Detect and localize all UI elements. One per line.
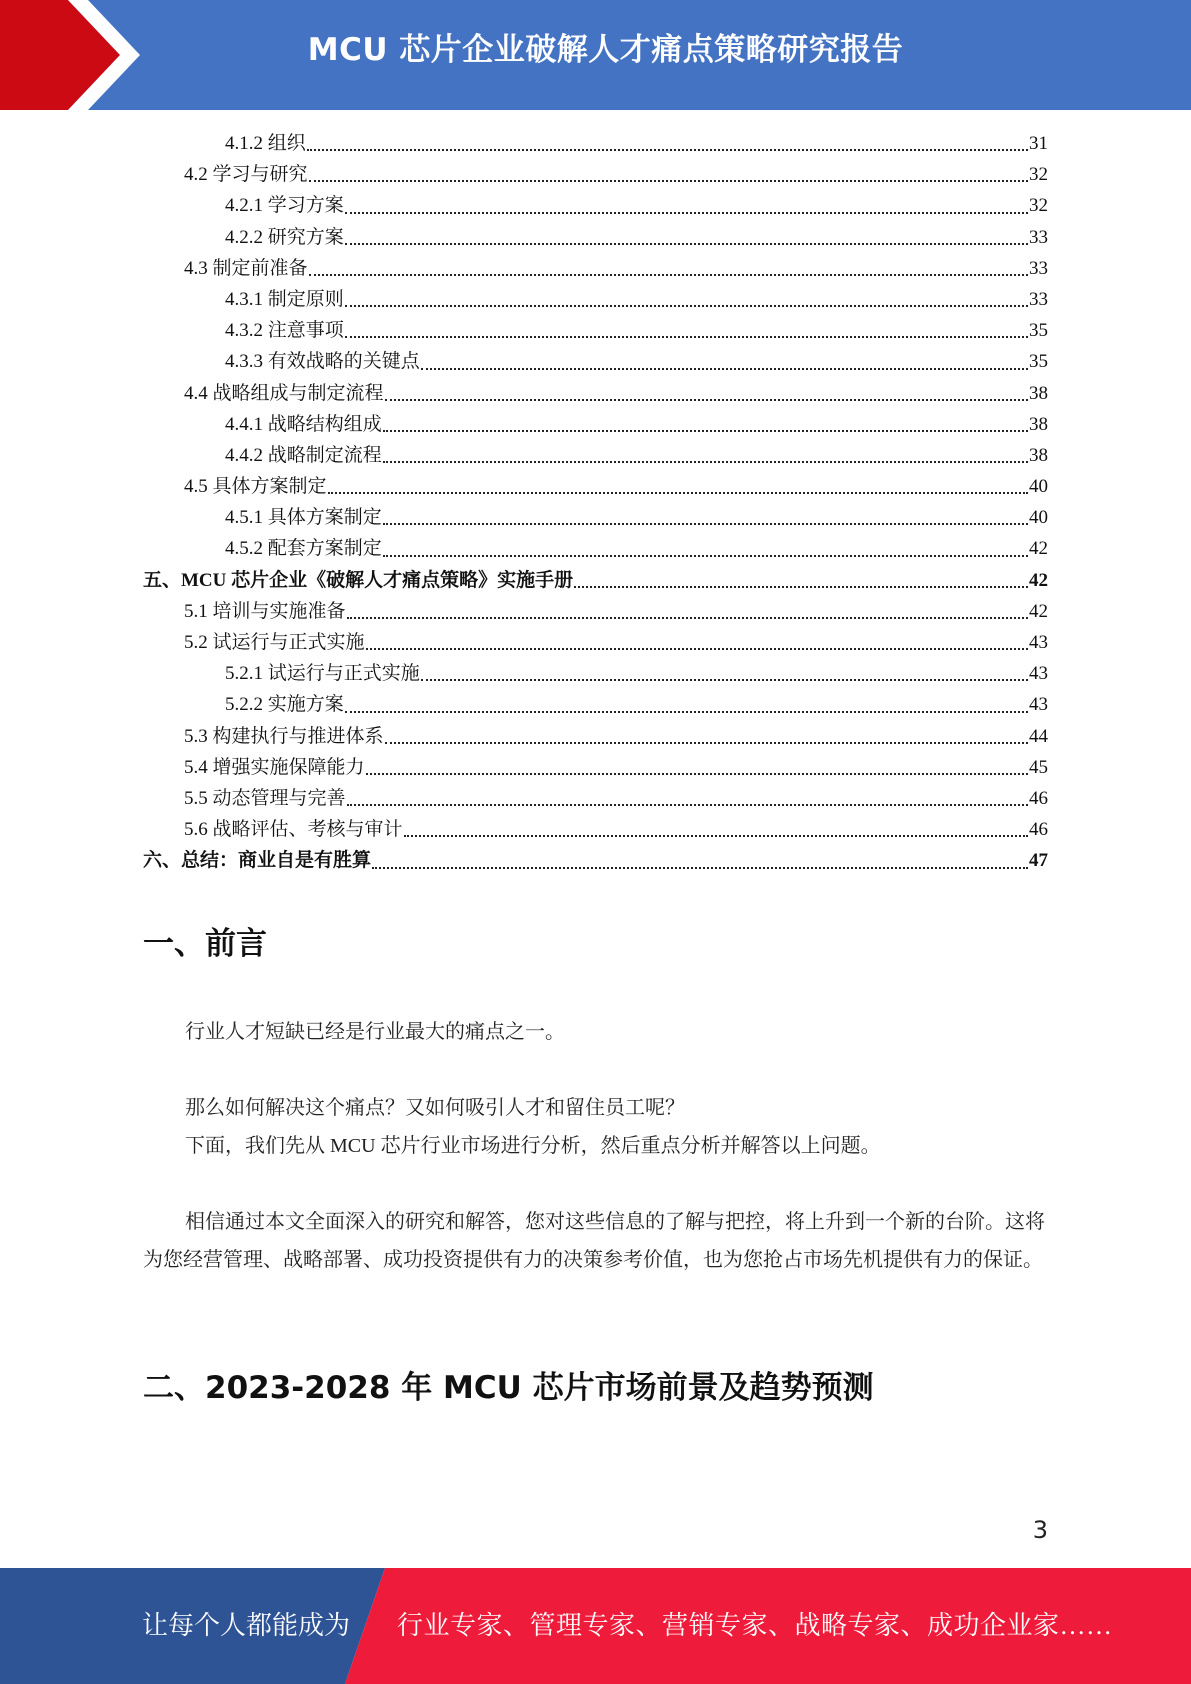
toc-entry[interactable] (143, 752, 1048, 783)
toc-entry[interactable] (143, 440, 1048, 471)
toc-dot-leader (383, 461, 1028, 463)
toc-entry-title: 4.5 具体方案制定 (184, 476, 327, 498)
toc-entry-title: 4.2 学习与研究 (184, 164, 308, 186)
toc-entry-title: 4.3.2 注意事项 (225, 320, 344, 342)
toc-entry-page: 44 (1029, 725, 1048, 747)
toc-entry[interactable] (143, 471, 1048, 502)
page-footer (0, 1568, 1191, 1684)
toc-entry-page: 43 (1029, 663, 1048, 685)
toc-dot-leader (345, 243, 1028, 245)
toc-entry-title: 4.1.2 组织 (225, 133, 306, 154)
toc-dot-leader (347, 804, 1028, 806)
toc-entry-title: 5.4 增强实施保障能力 (184, 756, 365, 778)
toc-entry-page: 38 (1029, 413, 1048, 435)
toc-dot-leader (309, 274, 1028, 276)
toc-entry-title: 六、总结：商业自是有胜算 (143, 850, 372, 872)
toc-entry[interactable] (143, 128, 1048, 159)
toc-entry[interactable] (143, 658, 1048, 689)
toc-entry[interactable] (143, 627, 1048, 658)
toc-dot-leader (385, 399, 1028, 401)
toc-entry[interactable] (143, 565, 1048, 596)
toc-entry-title: 5.6 战略评估、考核与审计 (184, 819, 403, 841)
toc-entry-page: 45 (1029, 756, 1048, 778)
toc-entry-page: 33 (1029, 288, 1048, 310)
toc-entry-page: 46 (1029, 819, 1048, 841)
toc-dot-leader (404, 835, 1028, 837)
page-number: 3 (1032, 1516, 1048, 1544)
toc-entry-title: 4.2.1 学习方案 (225, 195, 344, 217)
toc-entry-page: 42 (1029, 600, 1048, 622)
toc-entry-page: 38 (1029, 444, 1048, 466)
toc-entry-title: 4.5.2 配套方案制定 (225, 538, 382, 560)
toc-dot-leader (372, 867, 1028, 869)
toc-entry-page: 35 (1029, 320, 1048, 342)
toc-entry-page: 43 (1029, 632, 1048, 653)
section-heading-preface: 一、前言 (143, 926, 267, 962)
paragraph: 下面，我们先从 MCU 芯片行业市场进行分析，然后重点分析并解答以上问题。 (185, 1135, 881, 1157)
toc-entry-page: 43 (1029, 694, 1048, 716)
table-of-contents (143, 128, 1048, 877)
toc-entry[interactable] (143, 315, 1048, 346)
toc-entry-title: 5.2.2 实施方案 (225, 694, 344, 716)
toc-entry[interactable] (143, 378, 1048, 409)
toc-dot-leader (309, 180, 1028, 182)
toc-dot-leader (574, 586, 1028, 588)
toc-entry-page: 33 (1029, 226, 1048, 248)
toc-entry[interactable] (143, 845, 1048, 876)
section-heading-market-forecast: 二、2023-2028 年 MCU 芯片市场前景及趋势预测 (143, 1370, 874, 1406)
toc-entry-page: 42 (1029, 538, 1048, 560)
toc-dot-leader (345, 711, 1028, 713)
toc-dot-leader (347, 617, 1028, 619)
toc-entry-title: 4.3.3 有效战略的关键点 (225, 351, 420, 373)
toc-entry-title: 4.3 制定前准备 (184, 257, 308, 279)
toc-dot-leader (366, 773, 1028, 775)
toc-entry[interactable] (143, 596, 1048, 627)
report-title: MCU 芯片企业破解人才痛点策略研究报告 (307, 32, 904, 68)
toc-dot-leader (421, 368, 1028, 370)
footer-slogan-left: 让每个人都能成为 (142, 1611, 351, 1640)
toc-entry-title: 4.4.2 战略制定流程 (225, 444, 382, 466)
toc-entry-page: 33 (1029, 257, 1048, 279)
toc-dot-leader (383, 555, 1028, 557)
toc-entry-page: 47 (1029, 850, 1048, 872)
toc-entry-title: 4.3.1 制定原则 (225, 288, 344, 310)
toc-entry-title: 4.4.1 战略结构组成 (225, 413, 382, 435)
toc-dot-leader (421, 679, 1028, 681)
toc-entry[interactable] (143, 159, 1048, 190)
toc-dot-leader (307, 149, 1028, 151)
toc-dot-leader (345, 336, 1028, 338)
toc-dot-leader (328, 492, 1028, 494)
toc-entry[interactable] (143, 253, 1048, 284)
toc-entry-page: 32 (1029, 195, 1048, 217)
toc-entry-page: 42 (1029, 569, 1048, 591)
toc-dot-leader (383, 430, 1028, 432)
toc-dot-leader (345, 212, 1028, 214)
toc-entry-title: 5.2 试运行与正式实施 (184, 632, 365, 653)
toc-entry-page: 46 (1029, 787, 1048, 809)
toc-entry[interactable] (143, 533, 1048, 564)
toc-entry-title: 4.4 战略组成与制定流程 (184, 382, 384, 404)
toc-entry-title: 5.5 动态管理与完善 (184, 787, 346, 809)
toc-entry-page: 31 (1029, 133, 1048, 154)
toc-entry-title: 5.1 培训与实施准备 (184, 600, 346, 622)
toc-entry[interactable] (143, 409, 1048, 440)
toc-entry-page: 38 (1029, 382, 1048, 404)
toc-entry[interactable] (143, 689, 1048, 720)
toc-entry[interactable] (143, 783, 1048, 814)
paragraph: 那么如何解决这个痛点？又如何吸引人才和留住员工呢？ (185, 1097, 685, 1119)
toc-entry[interactable] (143, 346, 1048, 377)
toc-entry-title: 五、MCU 芯片企业《破解人才痛点策略》实施手册 (143, 569, 574, 591)
paragraph: 行业人才短缺已经是行业最大的痛点之一。 (185, 1021, 565, 1043)
toc-entry[interactable] (143, 284, 1048, 315)
toc-dot-leader (345, 305, 1028, 307)
toc-entry-page: 40 (1029, 507, 1048, 529)
footer-slogan-right: 行业专家、管理专家、营销专家、战略专家、成功企业家…… (397, 1611, 1113, 1640)
toc-entry-title: 5.3 构建执行与推进体系 (184, 725, 384, 747)
toc-dot-leader (385, 742, 1028, 744)
toc-entry-page: 35 (1029, 351, 1048, 373)
toc-dot-leader (366, 648, 1028, 650)
toc-entry[interactable] (143, 721, 1048, 752)
toc-entry[interactable] (143, 190, 1048, 221)
paragraph: 相信通过本文全面深入的研究和解答，您对这些信息的了解与把控，将上升到一个新的台阶。这将为您经营管理、战略部署、成功投资提供有力的决策参考价值，也为您抢占市场先机提供有力的保证。 (143, 1211, 1045, 1271)
toc-dot-leader (383, 523, 1028, 525)
page-header (0, 0, 1191, 110)
toc-entry[interactable] (143, 814, 1048, 845)
toc-entry-page: 40 (1029, 476, 1048, 498)
toc-entry[interactable] (143, 502, 1048, 533)
toc-entry-title: 5.2.1 试运行与正式实施 (225, 663, 420, 685)
toc-entry-page: 32 (1029, 164, 1048, 186)
toc-entry-title: 4.2.2 研究方案 (225, 226, 344, 248)
toc-entry-title: 4.5.1 具体方案制定 (225, 507, 382, 529)
toc-entry[interactable] (143, 222, 1048, 253)
